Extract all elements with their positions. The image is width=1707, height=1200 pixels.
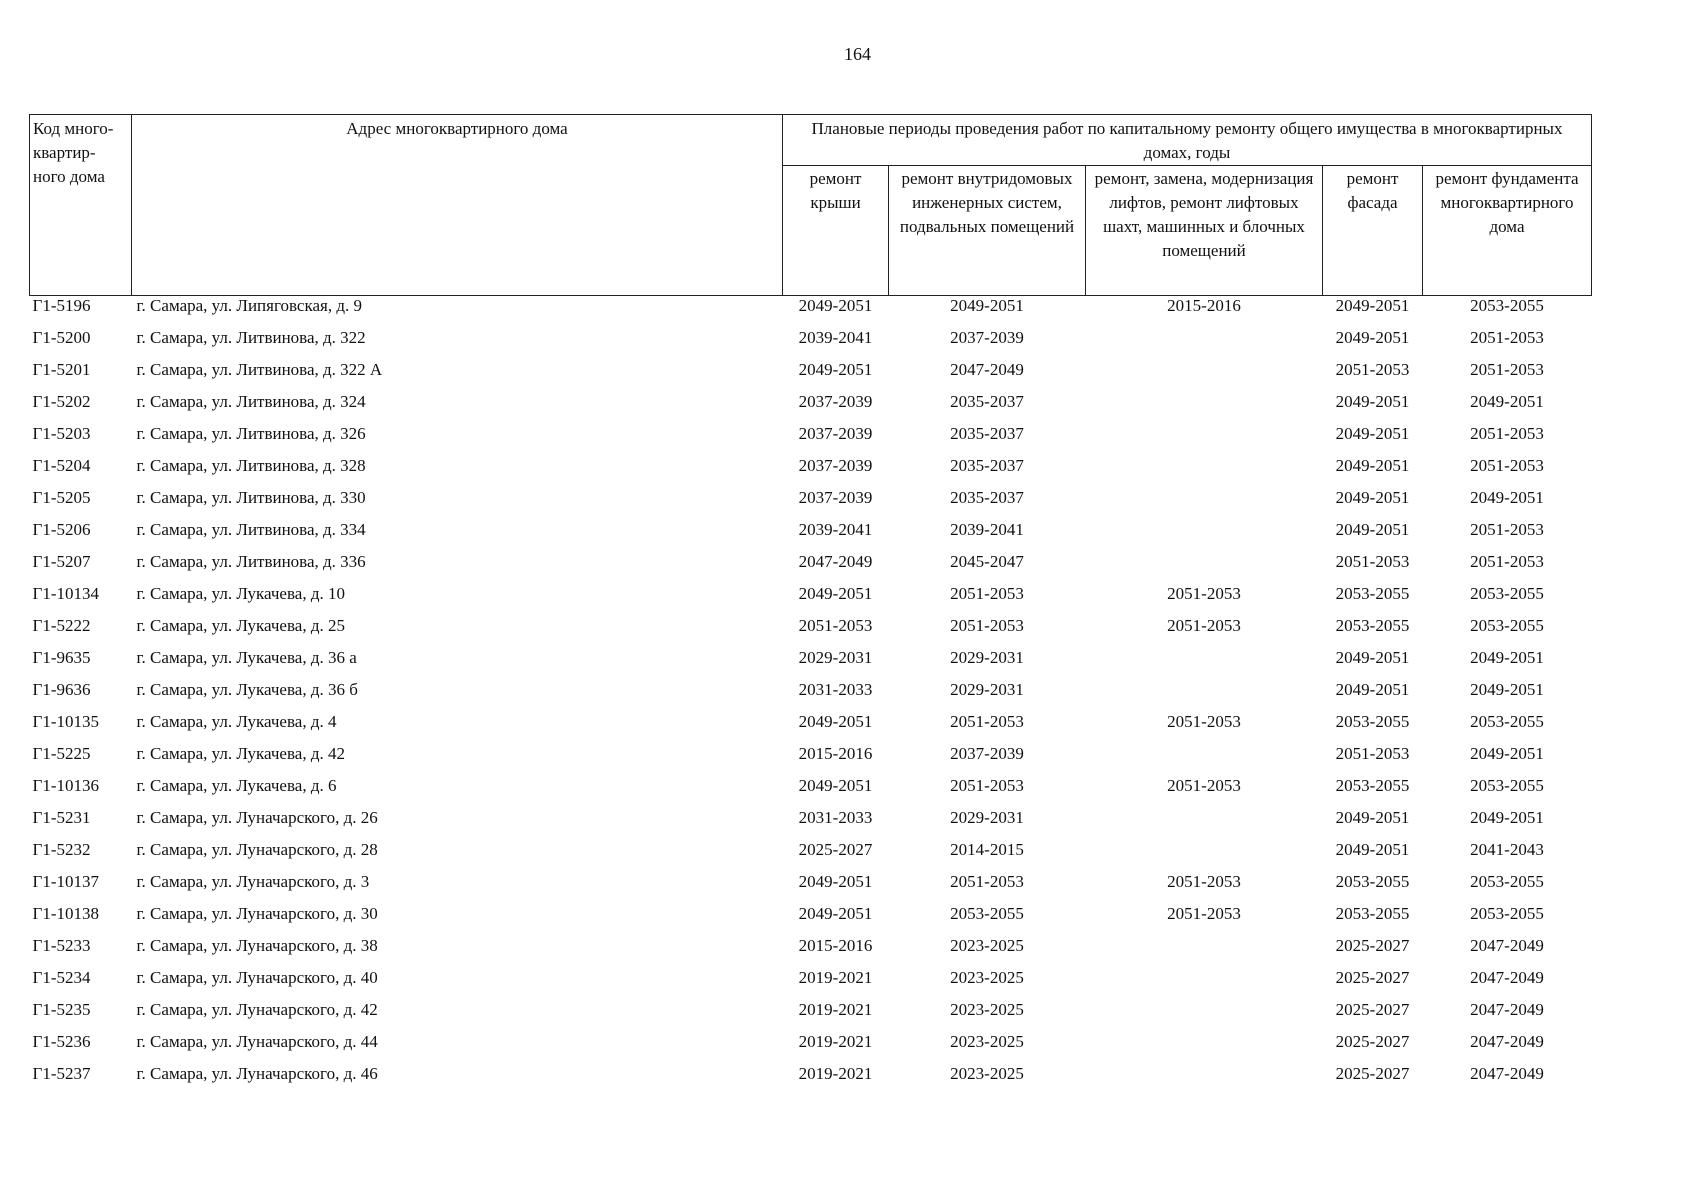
cell-engineering: 2051-2053 [950, 584, 1024, 603]
cell-lifts [1086, 1000, 1323, 1032]
cell-engineering: 2029-2031 [950, 808, 1024, 827]
cell-engineering: 2039-2041 [950, 520, 1024, 539]
cell-lifts [1086, 1032, 1323, 1064]
cell-code: Г1-5237 [32, 1064, 91, 1083]
cell-foundation: 2053-2055 [1470, 712, 1544, 731]
cell-code: Г1-5233 [32, 936, 91, 955]
cell-address: г. Самара, ул. Литвинова, д. 334 [136, 520, 366, 539]
cell-code: Г1-5202 [32, 392, 91, 411]
cell-roof: 2049-2051 [798, 360, 873, 379]
cell-engineering: 2051-2053 [950, 776, 1024, 795]
cell-roof: 2051-2053 [798, 616, 873, 635]
cell-roof: 2049-2051 [798, 712, 873, 731]
cell-engineering: 2023-2025 [950, 1000, 1024, 1019]
cell-address: г. Самара, ул. Лукачева, д. 4 [136, 712, 337, 731]
cell-lifts [1086, 552, 1323, 584]
cell-roof: 2025-2027 [798, 840, 873, 859]
cell-code: Г1-5207 [32, 552, 91, 571]
cell-foundation: 2051-2053 [1470, 456, 1544, 475]
cell-code: Г1-10137 [32, 872, 99, 891]
cell-address: г. Самара, ул. Литвинова, д. 326 [136, 424, 366, 443]
cell-address: г. Самара, ул. Луначарского, д. 46 [136, 1064, 378, 1083]
cell-lifts [1086, 520, 1323, 552]
cell-engineering: 2023-2025 [950, 936, 1024, 955]
cell-code: Г1-10138 [32, 904, 99, 923]
cell-foundation: 2047-2049 [1470, 1032, 1544, 1051]
cell-roof: 2031-2033 [798, 680, 873, 699]
cell-address: г. Самара, ул. Луначарского, д. 3 [136, 872, 370, 891]
cell-address: г. Самара, ул. Литвинова, д. 322 А [136, 360, 383, 379]
cell-lifts [1086, 808, 1323, 840]
table-row [30, 1000, 1592, 1032]
cell-foundation: 2049-2051 [1470, 488, 1544, 507]
cell-engineering: 2051-2053 [950, 616, 1024, 635]
cell-lifts: 2051-2053 [1167, 584, 1241, 603]
table-body [30, 296, 1592, 1097]
header-code: Код много-квартир-ного дома [30, 115, 132, 296]
cell-address: г. Самара, ул. Литвинова, д. 336 [136, 552, 366, 571]
cell-lifts [1086, 744, 1323, 776]
cell-address: г. Самара, ул. Луначарского, д. 28 [136, 840, 378, 859]
table-row [30, 456, 1592, 488]
cell-foundation: 2053-2055 [1470, 616, 1544, 635]
cell-facade: 2053-2055 [1335, 872, 1410, 891]
cell-roof: 2039-2041 [798, 520, 873, 539]
cell-lifts [1086, 424, 1323, 456]
cell-engineering: 2023-2025 [950, 968, 1024, 987]
cell-roof: 2037-2039 [798, 424, 873, 443]
header-facade: ремонт фасада [1323, 166, 1423, 296]
cell-foundation: 2049-2051 [1470, 808, 1544, 827]
cell-code: Г1-5236 [32, 1032, 91, 1051]
cell-code: Г1-10135 [32, 712, 99, 731]
cell-facade: 2049-2051 [1335, 680, 1410, 699]
cell-facade: 2049-2051 [1335, 808, 1410, 827]
table-row [30, 968, 1592, 1000]
cell-roof: 2049-2051 [798, 904, 873, 923]
cell-lifts [1086, 360, 1323, 392]
cell-code: Г1-5200 [32, 328, 91, 347]
cell-foundation: 2041-2043 [1470, 840, 1544, 859]
cell-roof: 2039-2041 [798, 328, 873, 347]
table-row [30, 712, 1592, 744]
cell-code: Г1-5234 [32, 968, 91, 987]
cell-facade: 2025-2027 [1335, 1064, 1410, 1083]
cell-engineering: 2035-2037 [950, 488, 1024, 507]
cell-facade: 2049-2051 [1335, 392, 1410, 411]
cell-foundation: 2049-2051 [1470, 744, 1544, 763]
cell-facade: 2053-2055 [1335, 904, 1410, 923]
table-row [30, 1064, 1592, 1096]
cell-lifts [1086, 968, 1323, 1000]
cell-foundation: 2051-2053 [1470, 360, 1544, 379]
cell-facade: 2051-2053 [1335, 552, 1410, 571]
cell-engineering: 2037-2039 [950, 328, 1024, 347]
cell-facade: 2051-2053 [1335, 744, 1410, 763]
cell-address: г. Самара, ул. Литвинова, д. 322 [136, 328, 366, 347]
capital-repair-table [29, 114, 1592, 1096]
table-row [30, 680, 1592, 712]
cell-facade: 2049-2051 [1335, 840, 1410, 859]
cell-address: г. Самара, ул. Лукачева, д. 36 а [136, 648, 357, 667]
cell-address: г. Самара, ул. Луначарского, д. 30 [136, 904, 378, 923]
cell-foundation: 2051-2053 [1470, 328, 1544, 347]
cell-roof: 2049-2051 [798, 296, 873, 315]
cell-facade: 2049-2051 [1335, 424, 1410, 443]
table-row [30, 296, 1592, 329]
cell-engineering: 2035-2037 [950, 456, 1024, 475]
cell-code: Г1-5222 [32, 616, 91, 635]
table-row [30, 648, 1592, 680]
cell-engineering: 2045-2047 [950, 552, 1024, 571]
cell-code: Г1-5204 [32, 456, 91, 475]
cell-foundation: 2047-2049 [1470, 1000, 1544, 1019]
cell-foundation: 2049-2051 [1470, 648, 1544, 667]
cell-code: Г1-5232 [32, 840, 91, 859]
cell-foundation: 2051-2053 [1470, 552, 1544, 571]
table-row [30, 520, 1592, 552]
table-row [30, 328, 1592, 360]
cell-engineering: 2051-2053 [950, 872, 1024, 891]
cell-code: Г1-10136 [32, 776, 99, 795]
cell-facade: 2053-2055 [1335, 584, 1410, 603]
cell-facade: 2053-2055 [1335, 712, 1410, 731]
cell-foundation: 2053-2055 [1470, 584, 1544, 603]
cell-code: Г1-9636 [32, 680, 91, 699]
table-row [30, 872, 1592, 904]
cell-lifts [1086, 936, 1323, 968]
table-row [30, 392, 1592, 424]
header-lifts: ремонт, замена, модернизация лифтов, ремонт лифтовых шахт, машинных и блочных помещений [1086, 166, 1323, 296]
cell-engineering: 2023-2025 [950, 1064, 1024, 1083]
cell-address: г. Самара, ул. Литвинова, д. 330 [136, 488, 366, 507]
cell-foundation: 2049-2051 [1470, 680, 1544, 699]
cell-foundation: 2047-2049 [1470, 968, 1544, 987]
cell-engineering: 2053-2055 [950, 904, 1024, 923]
cell-roof: 2047-2049 [798, 552, 873, 571]
table-row [30, 1032, 1592, 1064]
cell-lifts: 2051-2053 [1167, 776, 1241, 795]
header-periods-title: Плановые периоды проведения работ по капитальному ремонту общего имущества в многоквартирных домах, годы [783, 115, 1592, 166]
cell-lifts: 2051-2053 [1167, 904, 1241, 923]
table-row [30, 744, 1592, 776]
cell-engineering: 2035-2037 [950, 392, 1024, 411]
cell-roof: 2049-2051 [798, 584, 873, 603]
cell-code: Г1-5206 [32, 520, 91, 539]
cell-foundation: 2047-2049 [1470, 1064, 1544, 1083]
cell-foundation: 2053-2055 [1470, 872, 1544, 891]
cell-code: Г1-5235 [32, 1000, 91, 1019]
cell-lifts [1086, 648, 1323, 680]
table-header [30, 115, 1592, 296]
page-number: 164 [844, 44, 871, 64]
cell-roof: 2037-2039 [798, 392, 873, 411]
cell-code: Г1-5203 [32, 424, 91, 443]
cell-facade: 2049-2051 [1335, 328, 1410, 347]
cell-facade: 2049-2051 [1335, 520, 1410, 539]
cell-roof: 2015-2016 [798, 936, 873, 955]
cell-code: Г1-10134 [32, 584, 99, 603]
cell-code: Г1-5205 [32, 488, 91, 507]
cell-foundation: 2051-2053 [1470, 520, 1544, 539]
cell-lifts: 2015-2016 [1167, 296, 1241, 315]
table-row [30, 552, 1592, 584]
cell-address: г. Самара, ул. Липяговская, д. 9 [136, 296, 362, 315]
cell-code: Г1-5201 [32, 360, 91, 379]
cell-lifts: 2051-2053 [1167, 872, 1241, 891]
cell-roof: 2019-2021 [798, 1064, 873, 1083]
cell-address: г. Самара, ул. Луначарского, д. 38 [136, 936, 378, 955]
cell-address: г. Самара, ул. Литвинова, д. 324 [136, 392, 366, 411]
cell-roof: 2037-2039 [798, 456, 873, 475]
cell-lifts [1086, 488, 1323, 520]
cell-code: Г1-9635 [32, 648, 91, 667]
cell-lifts [1086, 840, 1323, 872]
table-row [30, 488, 1592, 520]
table-row [30, 616, 1592, 648]
cell-foundation: 2049-2051 [1470, 392, 1544, 411]
table-row [30, 936, 1592, 968]
table-row [30, 776, 1592, 808]
cell-lifts [1086, 328, 1323, 360]
cell-foundation: 2053-2055 [1470, 296, 1544, 315]
header-roof: ремонт крыши [783, 166, 889, 296]
cell-roof: 2019-2021 [798, 1032, 873, 1051]
table-row [30, 904, 1592, 936]
header-row-top [30, 115, 1592, 166]
cell-roof: 2049-2051 [798, 776, 873, 795]
cell-engineering: 2049-2051 [950, 296, 1024, 315]
cell-address: г. Самара, ул. Лукачева, д. 36 б [136, 680, 358, 699]
cell-engineering: 2023-2025 [950, 1032, 1024, 1051]
cell-address: г. Самара, ул. Луначарского, д. 44 [136, 1032, 378, 1051]
cell-lifts [1086, 392, 1323, 424]
cell-facade: 2053-2055 [1335, 616, 1410, 635]
cell-address: г. Самара, ул. Литвинова, д. 328 [136, 456, 366, 475]
cell-foundation: 2047-2049 [1470, 936, 1544, 955]
cell-code: Г1-5196 [32, 296, 91, 315]
cell-engineering: 2037-2039 [950, 744, 1024, 763]
cell-facade: 2053-2055 [1335, 776, 1410, 795]
cell-facade: 2049-2051 [1335, 488, 1410, 507]
table-row [30, 840, 1592, 872]
table-row [30, 424, 1592, 456]
cell-facade: 2051-2053 [1335, 360, 1410, 379]
cell-lifts [1086, 680, 1323, 712]
cell-roof: 2049-2051 [798, 872, 873, 891]
header-address: Адрес многоквартирного дома [132, 115, 783, 296]
cell-engineering: 2051-2053 [950, 712, 1024, 731]
header-engineering: ремонт внутридомовых инженерных систем, подвальных помещений [889, 166, 1086, 296]
cell-engineering: 2014-2015 [950, 840, 1024, 859]
cell-roof: 2019-2021 [798, 1000, 873, 1019]
cell-facade: 2049-2051 [1335, 648, 1410, 667]
cell-lifts: 2051-2053 [1167, 712, 1241, 731]
cell-foundation: 2051-2053 [1470, 424, 1544, 443]
cell-engineering: 2029-2031 [950, 680, 1024, 699]
cell-roof: 2029-2031 [798, 648, 873, 667]
cell-engineering: 2029-2031 [950, 648, 1024, 667]
cell-address: г. Самара, ул. Лукачева, д. 25 [136, 616, 345, 635]
cell-facade: 2025-2027 [1335, 1032, 1410, 1051]
cell-address: г. Самара, ул. Луначарского, д. 26 [136, 808, 378, 827]
cell-lifts [1086, 456, 1323, 488]
cell-code: Г1-5231 [32, 808, 91, 827]
table-row [30, 808, 1592, 840]
table-row [30, 360, 1592, 392]
cell-foundation: 2053-2055 [1470, 776, 1544, 795]
cell-address: г. Самара, ул. Лукачева, д. 10 [136, 584, 345, 603]
cell-roof: 2031-2033 [798, 808, 873, 827]
cell-engineering: 2047-2049 [950, 360, 1024, 379]
cell-facade: 2049-2051 [1335, 296, 1410, 315]
cell-address: г. Самара, ул. Лукачева, д. 42 [136, 744, 345, 763]
cell-roof: 2037-2039 [798, 488, 873, 507]
cell-address: г. Самара, ул. Лукачева, д. 6 [136, 776, 337, 795]
cell-facade: 2049-2051 [1335, 456, 1410, 475]
table-row [30, 584, 1592, 616]
cell-foundation: 2053-2055 [1470, 904, 1544, 923]
cell-address: г. Самара, ул. Луначарского, д. 42 [136, 1000, 378, 1019]
cell-facade: 2025-2027 [1335, 968, 1410, 987]
cell-lifts: 2051-2053 [1167, 616, 1241, 635]
cell-engineering: 2035-2037 [950, 424, 1024, 443]
cell-roof: 2015-2016 [798, 744, 873, 763]
cell-code: Г1-5225 [32, 744, 91, 763]
header-foundation: ремонт фундамента многоквартирного дома [1423, 166, 1592, 296]
cell-address: г. Самара, ул. Луначарского, д. 40 [136, 968, 378, 987]
cell-roof: 2019-2021 [798, 968, 873, 987]
cell-lifts [1086, 1064, 1323, 1096]
cell-facade: 2025-2027 [1335, 936, 1410, 955]
cell-facade: 2025-2027 [1335, 1000, 1410, 1019]
